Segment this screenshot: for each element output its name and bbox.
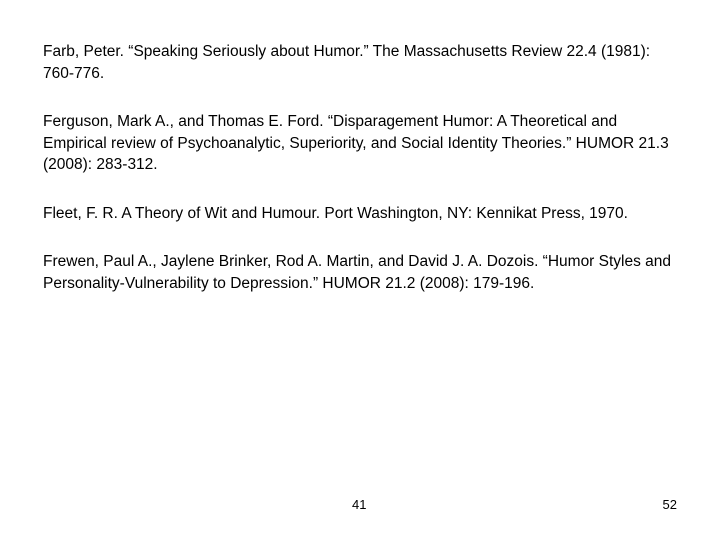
reference-entry-frewen: Frewen, Paul A., Jaylene Brinker, Rod A. Martin, and David J. A. Dozois. “Humor Styles and Personality-Vulnerability to Depression.” HUMOR 21.2 (2008): 179-196.: [43, 253, 672, 292]
reference-list: [43, 41, 683, 321]
reference-entry-ferguson: Ferguson, Mark A., and Thomas E. Ford. “Disparagement Humor: A Theoretical and Empirical review of Psychoanalytic, Superiority, and Social Identity Theories.” HUMOR 21.3 (2008): 283-312.: [43, 113, 669, 173]
page-number-center: 41: [352, 497, 367, 512]
reference-entry-fleet: Fleet, F. R. A Theory of Wit and Humour. Port Washington, NY: Kennikat Press, 1970.: [43, 204, 628, 222]
reference-entry-farb: Farb, Peter. “Speaking Seriously about Humor.” The Massachusetts Review 22.4 (1981): 760-776.: [43, 43, 651, 82]
slide-number: 52: [662, 497, 677, 512]
